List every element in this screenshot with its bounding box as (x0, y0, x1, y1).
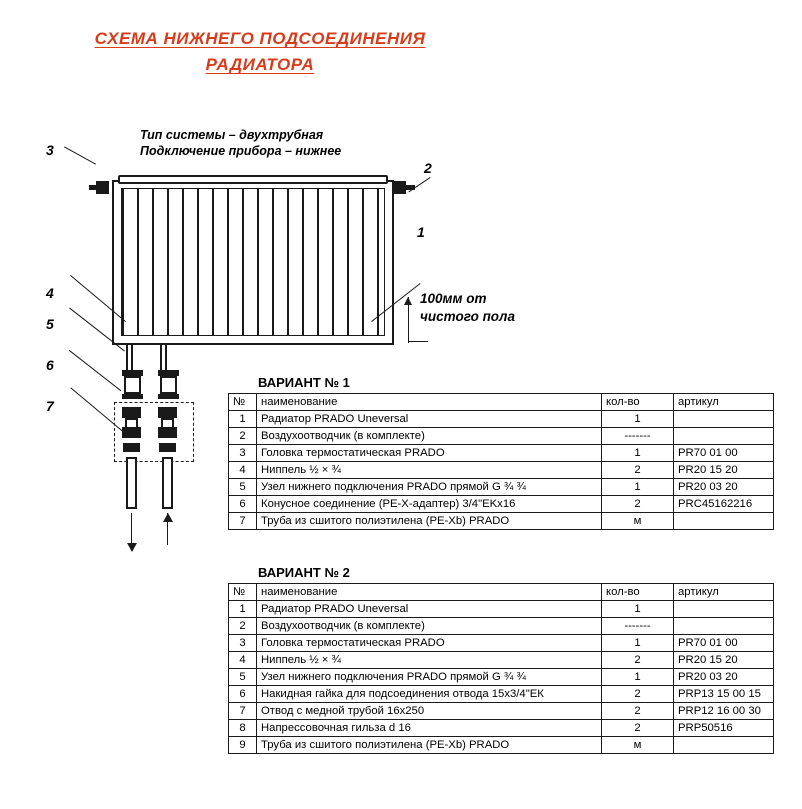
table-row (229, 652, 774, 669)
cell-name: Конусное соединение (PE-X-адаптер) 3/4"EKx16 (257, 496, 602, 513)
cell-art: PR20 03 20 (674, 479, 774, 496)
table-row (229, 601, 774, 618)
cell-name: Узел нижнего подключения PRADO прямой G ¾ ¾ (257, 479, 602, 496)
cell-art: PRP12 16 00 30 (674, 703, 774, 720)
cell-name: Радиатор PRADO Uneversal (257, 601, 602, 618)
cell-qty: 1 (602, 445, 674, 462)
page-title (0, 26, 520, 78)
variant-1-table (228, 393, 774, 530)
page-title-line-2: РАДИАТОРА (205, 55, 315, 74)
cell-name: Узел нижнего подключения PRADO прямой G ¾ ¾ (257, 669, 602, 686)
cell-qty: 2 (602, 652, 674, 669)
cell-num: 1 (229, 601, 257, 618)
cell-qty: 2 (602, 462, 674, 479)
table-row (229, 496, 774, 513)
cell-name: Головка термостатическая PRADO (257, 445, 602, 462)
cell-num: 2 (229, 428, 257, 445)
flow-arrow-down-icon (126, 513, 138, 553)
table-row (229, 618, 774, 635)
connection-pipes (124, 345, 184, 373)
table-header-row (229, 394, 774, 411)
floor-distance-line-1: 100мм от (420, 291, 487, 306)
cell-qty: ------- (602, 428, 674, 445)
cell-num: 7 (229, 703, 257, 720)
col-header-qty: кол-во (602, 394, 674, 411)
callout-7: 7 (46, 398, 54, 414)
floor-distance-note (420, 290, 515, 326)
cell-num: 3 (229, 635, 257, 652)
cell-name: Накидная гайка для подсоединения отвода 15х3/4"ЕК (257, 686, 602, 703)
col-header-name: наименование (257, 394, 602, 411)
col-header-art: артикул (674, 394, 774, 411)
table-row (229, 703, 774, 720)
pex-pipe-supply (126, 457, 137, 509)
cell-art: PR70 01 00 (674, 635, 774, 652)
cell-num: 6 (229, 686, 257, 703)
compression-sleeve-icon (159, 443, 176, 452)
flow-arrow-up-icon (162, 513, 174, 553)
air-vent-left-icon (96, 181, 109, 194)
cell-art (674, 513, 774, 530)
col-header-num: № (229, 584, 257, 601)
cell-art: PRP50516 (674, 720, 774, 737)
cell-qty: 2 (602, 686, 674, 703)
system-note-line-2: Подключение прибора – нижнее (140, 144, 342, 158)
cell-art: PRP13 15 00 15 (674, 686, 774, 703)
cell-qty: м (602, 513, 674, 530)
radiator-top-cap (118, 175, 388, 184)
table-header-row (229, 584, 774, 601)
callout-1: 1 (417, 224, 425, 240)
cell-num: 8 (229, 720, 257, 737)
cell-num: 5 (229, 479, 257, 496)
cell-num: 9 (229, 737, 257, 754)
cell-art (674, 737, 774, 754)
table-row (229, 513, 774, 530)
table-row (229, 462, 774, 479)
variant-1-block (228, 375, 774, 530)
table-row (229, 737, 774, 754)
cell-art (674, 428, 774, 445)
cell-art (674, 411, 774, 428)
union-nut-icon (158, 407, 177, 418)
cell-qty: 2 (602, 720, 674, 737)
col-header-art: артикул (674, 584, 774, 601)
variant-2-label: ВАРИАНТ № 2 (258, 565, 350, 580)
cell-art: PR70 01 00 (674, 445, 774, 462)
table-row (229, 669, 774, 686)
cell-qty: 1 (602, 479, 674, 496)
cell-num: 7 (229, 513, 257, 530)
table-row (229, 686, 774, 703)
floor-distance-line-2: чистого пола (420, 309, 515, 324)
cell-qty: 2 (602, 496, 674, 513)
compression-sleeve-icon (123, 443, 140, 452)
callout-3-leader (64, 146, 96, 164)
page-title-line-1: СХЕМА НИЖНЕГО ПОДСОЕДИНЕНИЯ (94, 29, 426, 48)
col-header-num: № (229, 394, 257, 411)
cell-num: 1 (229, 411, 257, 428)
system-note (140, 127, 341, 159)
cell-num: 6 (229, 496, 257, 513)
callout-3: 3 (46, 142, 54, 158)
cell-num: 4 (229, 462, 257, 479)
cell-num: 3 (229, 445, 257, 462)
table-row (229, 479, 774, 496)
cell-art: PRC45162216 (674, 496, 774, 513)
system-note-line-1: Тип системы – двухтрубная (140, 128, 324, 142)
cell-name: Радиатор PRADO Uneversal (257, 411, 602, 428)
union-nut-icon (122, 407, 141, 418)
callout-5: 5 (46, 316, 54, 332)
variant-2-table (228, 583, 774, 754)
variant-2-block (228, 565, 774, 754)
cell-art: PR20 03 20 (674, 669, 774, 686)
table-row (229, 411, 774, 428)
pex-pipe-return (162, 457, 173, 509)
cell-art: PR20 15 20 (674, 652, 774, 669)
cell-qty: 1 (602, 635, 674, 652)
cell-name: Напрессовочная гильза d 16 (257, 720, 602, 737)
cell-qty: 2 (602, 703, 674, 720)
callout-6: 6 (46, 357, 54, 373)
table-row (229, 428, 774, 445)
cell-name: Воздухоотводчик (в комплекте) (257, 618, 602, 635)
cell-num: 2 (229, 618, 257, 635)
cell-num: 4 (229, 652, 257, 669)
cell-qty: м (602, 737, 674, 754)
table-row (229, 720, 774, 737)
bottom-connection-unit (118, 370, 190, 400)
callout-6-leader (69, 350, 122, 391)
cell-name: Ниппель ½ × ¾ (257, 462, 602, 479)
col-header-qty: кол-во (602, 584, 674, 601)
height-dimension-arrow-icon (396, 297, 422, 345)
cell-name: Труба из сшитого полиэтилена (PE-Xb) PRADO (257, 737, 602, 754)
col-header-name: наименование (257, 584, 602, 601)
cell-name: Труба из сшитого полиэтилена (PE-Xb) PRADO (257, 513, 602, 530)
air-vent-right-icon (393, 181, 406, 194)
cell-num: 5 (229, 669, 257, 686)
callout-4: 4 (46, 285, 54, 301)
radiator-fins (121, 188, 385, 336)
cell-qty: 1 (602, 411, 674, 428)
cell-qty: ------- (602, 618, 674, 635)
cell-art: PR20 15 20 (674, 462, 774, 479)
cell-name: Воздухоотводчик (в комплекте) (257, 428, 602, 445)
cell-qty: 1 (602, 669, 674, 686)
cell-name: Отвод с медной трубой 16х250 (257, 703, 602, 720)
variant-1-label: ВАРИАНТ № 1 (258, 375, 350, 390)
table-row (229, 445, 774, 462)
callout-2: 2 (424, 160, 432, 176)
cell-qty: 1 (602, 601, 674, 618)
table-row (229, 635, 774, 652)
cell-art (674, 601, 774, 618)
cell-art (674, 618, 774, 635)
cell-name: Ниппель ½ × ¾ (257, 652, 602, 669)
cell-name: Головка термостатическая PRADO (257, 635, 602, 652)
union-nut-icon (158, 427, 177, 438)
